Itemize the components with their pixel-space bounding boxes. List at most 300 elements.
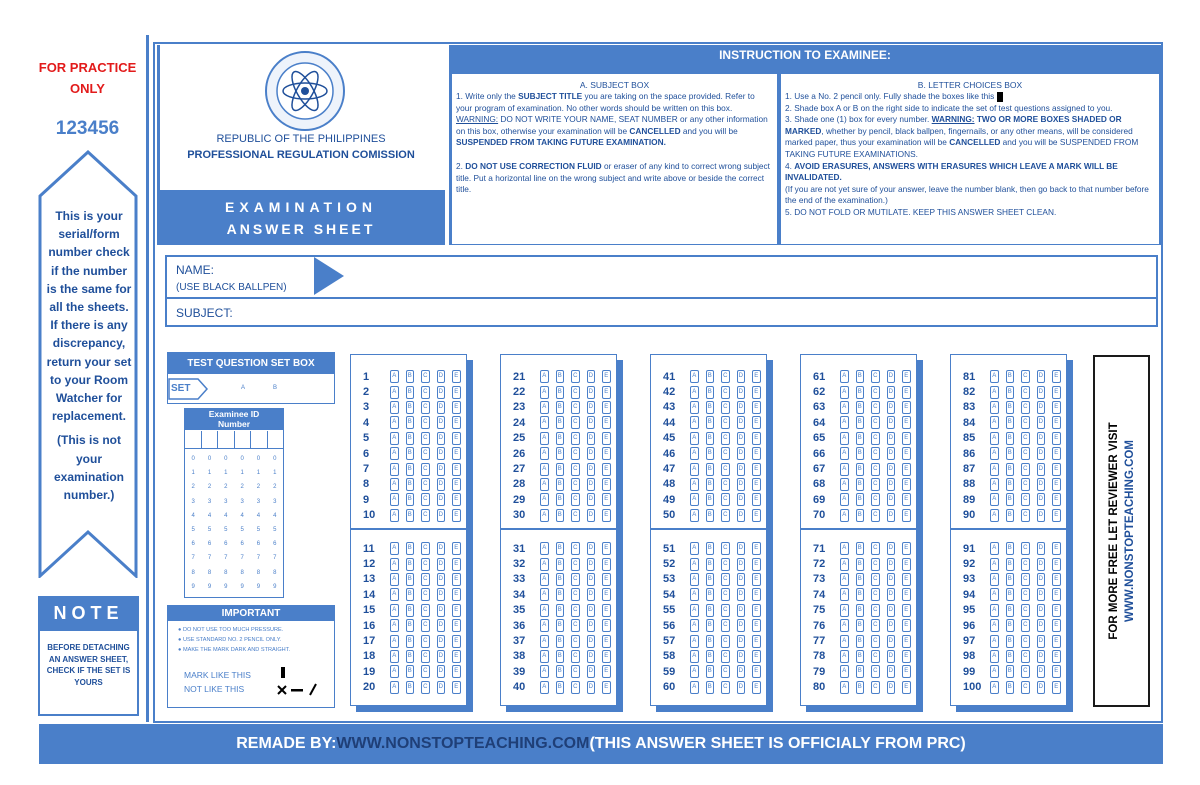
examinee-id-digit-bubble[interactable]: 7 (224, 555, 228, 562)
answer-bubble-c[interactable]: C (421, 478, 430, 491)
answer-bubble-d[interactable]: D (737, 558, 746, 571)
answer-bubble-a[interactable]: A (990, 619, 999, 632)
answer-bubble-e[interactable]: E (752, 509, 761, 522)
answer-bubble-d[interactable]: D (1037, 447, 1046, 460)
answer-bubble-c[interactable]: C (1021, 619, 1030, 632)
answer-bubble-e[interactable]: E (1052, 478, 1061, 491)
answer-bubble-c[interactable]: C (1021, 558, 1030, 571)
examinee-id-digit-bubble[interactable]: 0 (256, 456, 261, 462)
answer-bubble-c[interactable]: C (721, 681, 730, 694)
answer-bubble-e[interactable]: E (602, 401, 611, 414)
answer-bubble-b[interactable]: B (1006, 619, 1015, 632)
answer-bubble-d[interactable]: D (1037, 681, 1046, 694)
answer-bubble-b[interactable]: B (406, 635, 415, 648)
answer-bubble-d[interactable]: D (737, 463, 746, 476)
answer-bubble-b[interactable]: B (856, 401, 865, 414)
answer-bubble-c[interactable]: C (421, 386, 430, 399)
answer-bubble-a[interactable]: A (990, 509, 999, 522)
answer-bubble-d[interactable]: D (737, 665, 746, 678)
answer-bubble-c[interactable]: C (421, 401, 430, 414)
answer-bubble-a[interactable]: A (690, 558, 699, 571)
examinee-id-digit-bubble[interactable]: 8 (191, 569, 195, 576)
answer-bubble-c[interactable]: C (721, 432, 730, 445)
answer-bubble-a[interactable]: A (390, 370, 399, 383)
examinee-id-digit-bubble[interactable]: 5 (224, 526, 228, 533)
answer-bubble-c[interactable]: C (1021, 635, 1030, 648)
answer-bubble-d[interactable]: D (887, 386, 896, 399)
answer-bubble-e[interactable]: E (602, 509, 611, 522)
answer-bubble-c[interactable]: C (871, 509, 880, 522)
answer-bubble-c[interactable]: C (421, 447, 430, 460)
answer-bubble-b[interactable]: B (1006, 681, 1015, 694)
examinee-id-digit-bubble[interactable]: 1 (191, 470, 195, 477)
answer-bubble-e[interactable]: E (602, 386, 611, 399)
answer-bubble-d[interactable]: D (1037, 635, 1046, 648)
answer-bubble-e[interactable]: E (752, 619, 761, 632)
answer-bubble-a[interactable]: A (690, 386, 699, 399)
answer-bubble-d[interactable]: D (1037, 650, 1046, 663)
answer-bubble-a[interactable]: A (690, 509, 699, 522)
answer-bubble-e[interactable]: E (752, 665, 761, 678)
answer-bubble-d[interactable]: D (437, 386, 446, 399)
examinee-id-digit-bubble[interactable]: 9 (224, 583, 228, 590)
answer-bubble-e[interactable]: E (902, 558, 911, 571)
answer-bubble-b[interactable]: B (706, 650, 715, 663)
answer-bubble-b[interactable]: B (706, 432, 715, 445)
answer-bubble-b[interactable]: B (856, 665, 865, 678)
answer-bubble-c[interactable]: C (721, 416, 730, 429)
answer-bubble-d[interactable]: D (437, 463, 446, 476)
answer-bubble-a[interactable]: A (840, 558, 849, 571)
answer-bubble-a[interactable]: A (990, 463, 999, 476)
answer-bubble-a[interactable]: A (390, 558, 399, 571)
answer-bubble-d[interactable]: D (737, 681, 746, 694)
answer-bubble-c[interactable]: C (721, 558, 730, 571)
answer-bubble-e[interactable]: E (1052, 509, 1061, 522)
answer-bubble-c[interactable]: C (1021, 370, 1030, 383)
answer-bubble-e[interactable]: E (602, 558, 611, 571)
answer-bubble-e[interactable]: E (1052, 542, 1061, 555)
answer-bubble-b[interactable]: B (1006, 604, 1015, 617)
examinee-id-digit-bubble[interactable]: 6 (240, 541, 244, 548)
answer-bubble-b[interactable]: B (1006, 386, 1015, 399)
answer-bubble-b[interactable]: B (1006, 588, 1015, 601)
answer-bubble-b[interactable]: B (556, 619, 565, 632)
answer-bubble-a[interactable]: A (540, 681, 549, 694)
answer-bubble-d[interactable]: D (1037, 558, 1046, 571)
answer-bubble-a[interactable]: A (540, 604, 549, 617)
answer-bubble-c[interactable]: C (871, 604, 880, 617)
examinee-id-digit-bubble[interactable]: 5 (240, 526, 244, 533)
answer-bubble-e[interactable]: E (752, 478, 761, 491)
answer-bubble-d[interactable]: D (437, 650, 446, 663)
answer-bubble-d[interactable]: D (1037, 401, 1046, 414)
answer-bubble-c[interactable]: C (421, 416, 430, 429)
answer-bubble-b[interactable]: B (1006, 542, 1015, 555)
answer-bubble-b[interactable]: B (406, 478, 415, 491)
answer-bubble-e[interactable]: E (1052, 665, 1061, 678)
answer-bubble-a[interactable]: A (540, 463, 549, 476)
answer-bubble-b[interactable]: B (706, 416, 715, 429)
examinee-id-digit-bubble[interactable]: 7 (207, 555, 212, 562)
answer-bubble-c[interactable]: C (1021, 588, 1030, 601)
answer-bubble-c[interactable]: C (871, 619, 880, 632)
answer-bubble-d[interactable]: D (1037, 463, 1046, 476)
answer-bubble-b[interactable]: B (856, 542, 865, 555)
answer-bubble-c[interactable]: C (871, 370, 880, 383)
answer-bubble-e[interactable]: E (752, 542, 761, 555)
answer-bubble-e[interactable]: E (452, 681, 461, 694)
answer-bubble-d[interactable]: D (737, 509, 746, 522)
answer-bubble-d[interactable]: D (887, 463, 896, 476)
answer-bubble-d[interactable]: D (887, 650, 896, 663)
answer-bubble-a[interactable]: A (540, 588, 549, 601)
answer-bubble-b[interactable]: B (556, 681, 565, 694)
answer-bubble-c[interactable]: C (571, 681, 580, 694)
answer-bubble-d[interactable]: D (587, 635, 596, 648)
answer-bubble-d[interactable]: D (587, 573, 596, 586)
answer-bubble-d[interactable]: D (887, 478, 896, 491)
answer-bubble-c[interactable]: C (1021, 509, 1030, 522)
answer-bubble-e[interactable]: E (902, 665, 911, 678)
answer-bubble-e[interactable]: E (1052, 432, 1061, 445)
examinee-id-digit-bubble[interactable]: 5 (191, 526, 195, 533)
answer-bubble-d[interactable]: D (437, 665, 446, 678)
answer-bubble-e[interactable]: E (752, 416, 761, 429)
examinee-id-digit-bubble[interactable]: 8 (273, 569, 277, 576)
answer-bubble-d[interactable]: D (587, 542, 596, 555)
answer-bubble-c[interactable]: C (871, 542, 880, 555)
answer-bubble-c[interactable]: C (871, 573, 880, 586)
answer-bubble-d[interactable]: D (1037, 588, 1046, 601)
answer-bubble-e[interactable]: E (1052, 681, 1061, 694)
examinee-id-digit-bubble[interactable]: 3 (207, 498, 212, 505)
answer-bubble-b[interactable]: B (556, 542, 565, 555)
answer-bubble-a[interactable]: A (690, 463, 699, 476)
examinee-id-digit-bubble[interactable]: 0 (191, 456, 195, 462)
answer-bubble-a[interactable]: A (690, 635, 699, 648)
answer-bubble-a[interactable]: A (840, 463, 849, 476)
answer-bubble-b[interactable]: B (706, 558, 715, 571)
set-option-a[interactable]: A (240, 385, 245, 391)
examinee-id-digit-bubble[interactable]: 3 (191, 498, 195, 505)
answer-bubble-d[interactable]: D (437, 542, 446, 555)
answer-bubble-d[interactable]: D (587, 432, 596, 445)
answer-bubble-a[interactable]: A (840, 386, 849, 399)
answer-bubble-e[interactable]: E (452, 401, 461, 414)
answer-bubble-c[interactable]: C (421, 635, 430, 648)
answer-bubble-e[interactable]: E (452, 509, 461, 522)
answer-bubble-d[interactable]: D (737, 542, 746, 555)
answer-bubble-e[interactable]: E (902, 447, 911, 460)
answer-bubble-d[interactable]: D (587, 619, 596, 632)
examinee-id-digit-bubble[interactable]: 9 (256, 583, 261, 590)
answer-bubble-e[interactable]: E (452, 650, 461, 663)
answer-bubble-d[interactable]: D (587, 650, 596, 663)
answer-bubble-b[interactable]: B (706, 509, 715, 522)
answer-bubble-c[interactable]: C (571, 493, 580, 506)
answer-bubble-c[interactable]: C (721, 573, 730, 586)
answer-bubble-b[interactable]: B (856, 416, 865, 429)
answer-bubble-a[interactable]: A (840, 401, 849, 414)
answer-bubble-a[interactable]: A (390, 509, 399, 522)
answer-bubble-b[interactable]: B (1006, 493, 1015, 506)
answer-bubble-b[interactable]: B (556, 432, 565, 445)
examinee-id-digit-bubble[interactable]: 7 (256, 555, 261, 562)
answer-bubble-d[interactable]: D (737, 588, 746, 601)
answer-bubble-e[interactable]: E (752, 650, 761, 663)
answer-bubble-a[interactable]: A (990, 681, 999, 694)
answer-bubble-b[interactable]: B (406, 588, 415, 601)
answer-bubble-e[interactable]: E (602, 681, 611, 694)
answer-bubble-c[interactable]: C (721, 665, 730, 678)
answer-bubble-e[interactable]: E (902, 681, 911, 694)
answer-bubble-b[interactable]: B (556, 386, 565, 399)
answer-bubble-a[interactable]: A (690, 573, 699, 586)
answer-bubble-c[interactable]: C (571, 573, 580, 586)
answer-bubble-c[interactable]: C (871, 665, 880, 678)
answer-bubble-e[interactable]: E (1052, 447, 1061, 460)
answer-bubble-b[interactable]: B (1006, 573, 1015, 586)
answer-bubble-e[interactable]: E (902, 401, 911, 414)
answer-bubble-d[interactable]: D (587, 681, 596, 694)
examinee-id-digit-bubble[interactable]: 9 (207, 583, 212, 590)
answer-bubble-b[interactable]: B (406, 558, 415, 571)
examinee-id-digit-bubble[interactable]: 1 (240, 470, 244, 477)
answer-bubble-a[interactable]: A (990, 370, 999, 383)
answer-bubble-c[interactable]: C (721, 650, 730, 663)
answer-bubble-a[interactable]: A (390, 463, 399, 476)
answer-bubble-b[interactable]: B (706, 604, 715, 617)
answer-bubble-e[interactable]: E (1052, 401, 1061, 414)
answer-bubble-d[interactable]: D (437, 573, 446, 586)
examinee-id-digit-bubble[interactable]: 8 (240, 569, 244, 576)
answer-bubble-d[interactable]: D (737, 478, 746, 491)
answer-bubble-a[interactable]: A (540, 542, 549, 555)
answer-bubble-d[interactable]: D (587, 386, 596, 399)
answer-bubble-c[interactable]: C (421, 650, 430, 663)
examinee-id-digit-bubble[interactable]: 2 (240, 484, 244, 491)
answer-bubble-a[interactable]: A (990, 401, 999, 414)
answer-bubble-d[interactable]: D (887, 558, 896, 571)
answer-bubble-e[interactable]: E (1052, 635, 1061, 648)
answer-bubble-a[interactable]: A (540, 619, 549, 632)
examinee-id-digit-bubble[interactable]: 1 (207, 470, 212, 477)
answer-bubble-c[interactable]: C (721, 493, 730, 506)
answer-bubble-a[interactable]: A (390, 493, 399, 506)
answer-bubble-a[interactable]: A (390, 573, 399, 586)
answer-bubble-e[interactable]: E (452, 370, 461, 383)
answer-bubble-e[interactable]: E (452, 478, 461, 491)
answer-bubble-d[interactable]: D (437, 604, 446, 617)
answer-bubble-a[interactable]: A (690, 604, 699, 617)
answer-bubble-a[interactable]: A (690, 493, 699, 506)
answer-bubble-a[interactable]: A (840, 619, 849, 632)
answer-bubble-b[interactable]: B (856, 447, 865, 460)
answer-bubble-a[interactable]: A (540, 447, 549, 460)
answer-bubble-d[interactable]: D (587, 493, 596, 506)
examinee-id-digit-bubble[interactable]: 6 (273, 541, 277, 548)
answer-bubble-b[interactable]: B (706, 493, 715, 506)
answer-bubble-c[interactable]: C (871, 463, 880, 476)
answer-bubble-a[interactable]: A (840, 447, 849, 460)
answer-bubble-e[interactable]: E (1052, 386, 1061, 399)
answer-bubble-c[interactable]: C (421, 432, 430, 445)
reviewer-promo-link[interactable]: WWW.NONSTOPTEACHING.COM (1124, 440, 1136, 622)
answer-bubble-a[interactable]: A (390, 416, 399, 429)
answer-bubble-b[interactable]: B (556, 509, 565, 522)
answer-bubble-a[interactable]: A (840, 542, 849, 555)
answer-bubble-b[interactable]: B (706, 478, 715, 491)
answer-bubble-d[interactable]: D (587, 447, 596, 460)
answer-bubble-b[interactable]: B (556, 493, 565, 506)
answer-bubble-a[interactable]: A (990, 558, 999, 571)
answer-bubble-c[interactable]: C (721, 619, 730, 632)
answer-bubble-c[interactable]: C (1021, 573, 1030, 586)
answer-bubble-e[interactable]: E (902, 370, 911, 383)
examinee-id-digit-bubble[interactable]: 3 (256, 498, 261, 505)
answer-bubble-d[interactable]: D (887, 635, 896, 648)
examinee-id-digit-bubble[interactable]: 0 (240, 456, 244, 462)
answer-bubble-b[interactable]: B (406, 370, 415, 383)
answer-bubble-e[interactable]: E (602, 604, 611, 617)
answer-bubble-e[interactable]: E (602, 635, 611, 648)
answer-bubble-b[interactable]: B (1006, 416, 1015, 429)
answer-bubble-b[interactable]: B (856, 463, 865, 476)
answer-bubble-d[interactable]: D (587, 558, 596, 571)
answer-bubble-e[interactable]: E (452, 542, 461, 555)
answer-bubble-a[interactable]: A (540, 558, 549, 571)
answer-bubble-c[interactable]: C (421, 509, 430, 522)
answer-bubble-d[interactable]: D (737, 573, 746, 586)
answer-bubble-e[interactable]: E (1052, 650, 1061, 663)
answer-bubble-c[interactable]: C (571, 432, 580, 445)
answer-bubble-a[interactable]: A (990, 478, 999, 491)
answer-bubble-d[interactable]: D (1037, 604, 1046, 617)
answer-bubble-d[interactable]: D (887, 573, 896, 586)
answer-bubble-e[interactable]: E (752, 635, 761, 648)
answer-bubble-e[interactable]: E (602, 542, 611, 555)
answer-bubble-d[interactable]: D (437, 416, 446, 429)
answer-bubble-b[interactable]: B (406, 447, 415, 460)
answer-bubble-a[interactable]: A (840, 478, 849, 491)
answer-bubble-c[interactable]: C (1021, 542, 1030, 555)
answer-bubble-e[interactable]: E (602, 370, 611, 383)
answer-bubble-c[interactable]: C (871, 493, 880, 506)
examinee-id-digit-bubble[interactable]: 6 (256, 541, 261, 548)
answer-bubble-c[interactable]: C (721, 401, 730, 414)
answer-bubble-d[interactable]: D (437, 558, 446, 571)
answer-bubble-d[interactable]: D (1037, 416, 1046, 429)
examinee-id-digit-bubble[interactable]: 4 (191, 512, 195, 519)
answer-bubble-e[interactable]: E (1052, 573, 1061, 586)
answer-bubble-d[interactable]: D (737, 401, 746, 414)
answer-bubble-c[interactable]: C (721, 478, 730, 491)
answer-bubble-b[interactable]: B (1006, 509, 1015, 522)
answer-bubble-c[interactable]: C (571, 542, 580, 555)
answer-bubble-c[interactable]: C (1021, 447, 1030, 460)
answer-bubble-e[interactable]: E (602, 463, 611, 476)
answer-bubble-e[interactable]: E (1052, 588, 1061, 601)
answer-bubble-c[interactable]: C (871, 588, 880, 601)
answer-bubble-a[interactable]: A (390, 478, 399, 491)
answer-bubble-c[interactable]: C (571, 558, 580, 571)
answer-bubble-b[interactable]: B (1006, 447, 1015, 460)
answer-bubble-a[interactable]: A (390, 542, 399, 555)
answer-bubble-d[interactable]: D (1037, 432, 1046, 445)
answer-bubble-a[interactable]: A (990, 604, 999, 617)
answer-bubble-d[interactable]: D (887, 619, 896, 632)
answer-bubble-d[interactable]: D (887, 401, 896, 414)
answer-bubble-b[interactable]: B (406, 604, 415, 617)
answer-bubble-c[interactable]: C (721, 386, 730, 399)
answer-bubble-e[interactable]: E (452, 665, 461, 678)
answer-bubble-e[interactable]: E (902, 463, 911, 476)
answer-bubble-a[interactable]: A (690, 478, 699, 491)
answer-bubble-c[interactable]: C (871, 650, 880, 663)
examinee-id-digit-bubble[interactable]: 4 (273, 512, 277, 519)
answer-bubble-b[interactable]: B (406, 432, 415, 445)
answer-bubble-d[interactable]: D (437, 432, 446, 445)
answer-bubble-a[interactable]: A (840, 665, 849, 678)
answer-bubble-c[interactable]: C (421, 542, 430, 555)
answer-bubble-a[interactable]: A (990, 635, 999, 648)
answer-bubble-d[interactable]: D (887, 416, 896, 429)
answer-bubble-d[interactable]: D (1037, 386, 1046, 399)
answer-bubble-d[interactable]: D (1037, 573, 1046, 586)
answer-bubble-a[interactable]: A (540, 401, 549, 414)
examinee-id-digit-bubble[interactable]: 9 (273, 583, 277, 590)
examinee-id-digit-bubble[interactable]: 8 (207, 569, 212, 576)
answer-bubble-e[interactable]: E (902, 509, 911, 522)
answer-bubble-c[interactable]: C (721, 509, 730, 522)
answer-bubble-d[interactable]: D (437, 509, 446, 522)
answer-bubble-b[interactable]: B (706, 573, 715, 586)
answer-bubble-e[interactable]: E (602, 493, 611, 506)
answer-bubble-a[interactable]: A (840, 588, 849, 601)
answer-bubble-a[interactable]: A (690, 619, 699, 632)
answer-bubble-e[interactable]: E (1052, 558, 1061, 571)
answer-bubble-a[interactable]: A (390, 604, 399, 617)
answer-bubble-a[interactable]: A (690, 681, 699, 694)
answer-bubble-b[interactable]: B (556, 604, 565, 617)
answer-bubble-b[interactable]: B (406, 619, 415, 632)
answer-bubble-b[interactable]: B (856, 573, 865, 586)
answer-bubble-c[interactable]: C (1021, 401, 1030, 414)
answer-bubble-a[interactable]: A (840, 635, 849, 648)
answer-bubble-c[interactable]: C (1021, 604, 1030, 617)
answer-bubble-d[interactable]: D (587, 478, 596, 491)
answer-bubble-b[interactable]: B (706, 447, 715, 460)
answer-bubble-e[interactable]: E (752, 573, 761, 586)
answer-bubble-c[interactable]: C (1021, 493, 1030, 506)
answer-bubble-d[interactable]: D (437, 635, 446, 648)
examinee-id-digit-bubble[interactable]: 5 (207, 526, 212, 533)
answer-bubble-b[interactable]: B (406, 386, 415, 399)
answer-bubble-c[interactable]: C (1021, 681, 1030, 694)
answer-bubble-d[interactable]: D (887, 665, 896, 678)
answer-bubble-c[interactable]: C (571, 604, 580, 617)
answer-bubble-c[interactable]: C (421, 573, 430, 586)
answer-bubble-a[interactable]: A (690, 432, 699, 445)
answer-bubble-d[interactable]: D (437, 401, 446, 414)
answer-bubble-d[interactable]: D (1037, 493, 1046, 506)
answer-bubble-a[interactable]: A (690, 447, 699, 460)
answer-bubble-b[interactable]: B (406, 401, 415, 414)
answer-bubble-e[interactable]: E (752, 558, 761, 571)
answer-bubble-b[interactable]: B (556, 650, 565, 663)
answer-bubble-c[interactable]: C (421, 558, 430, 571)
